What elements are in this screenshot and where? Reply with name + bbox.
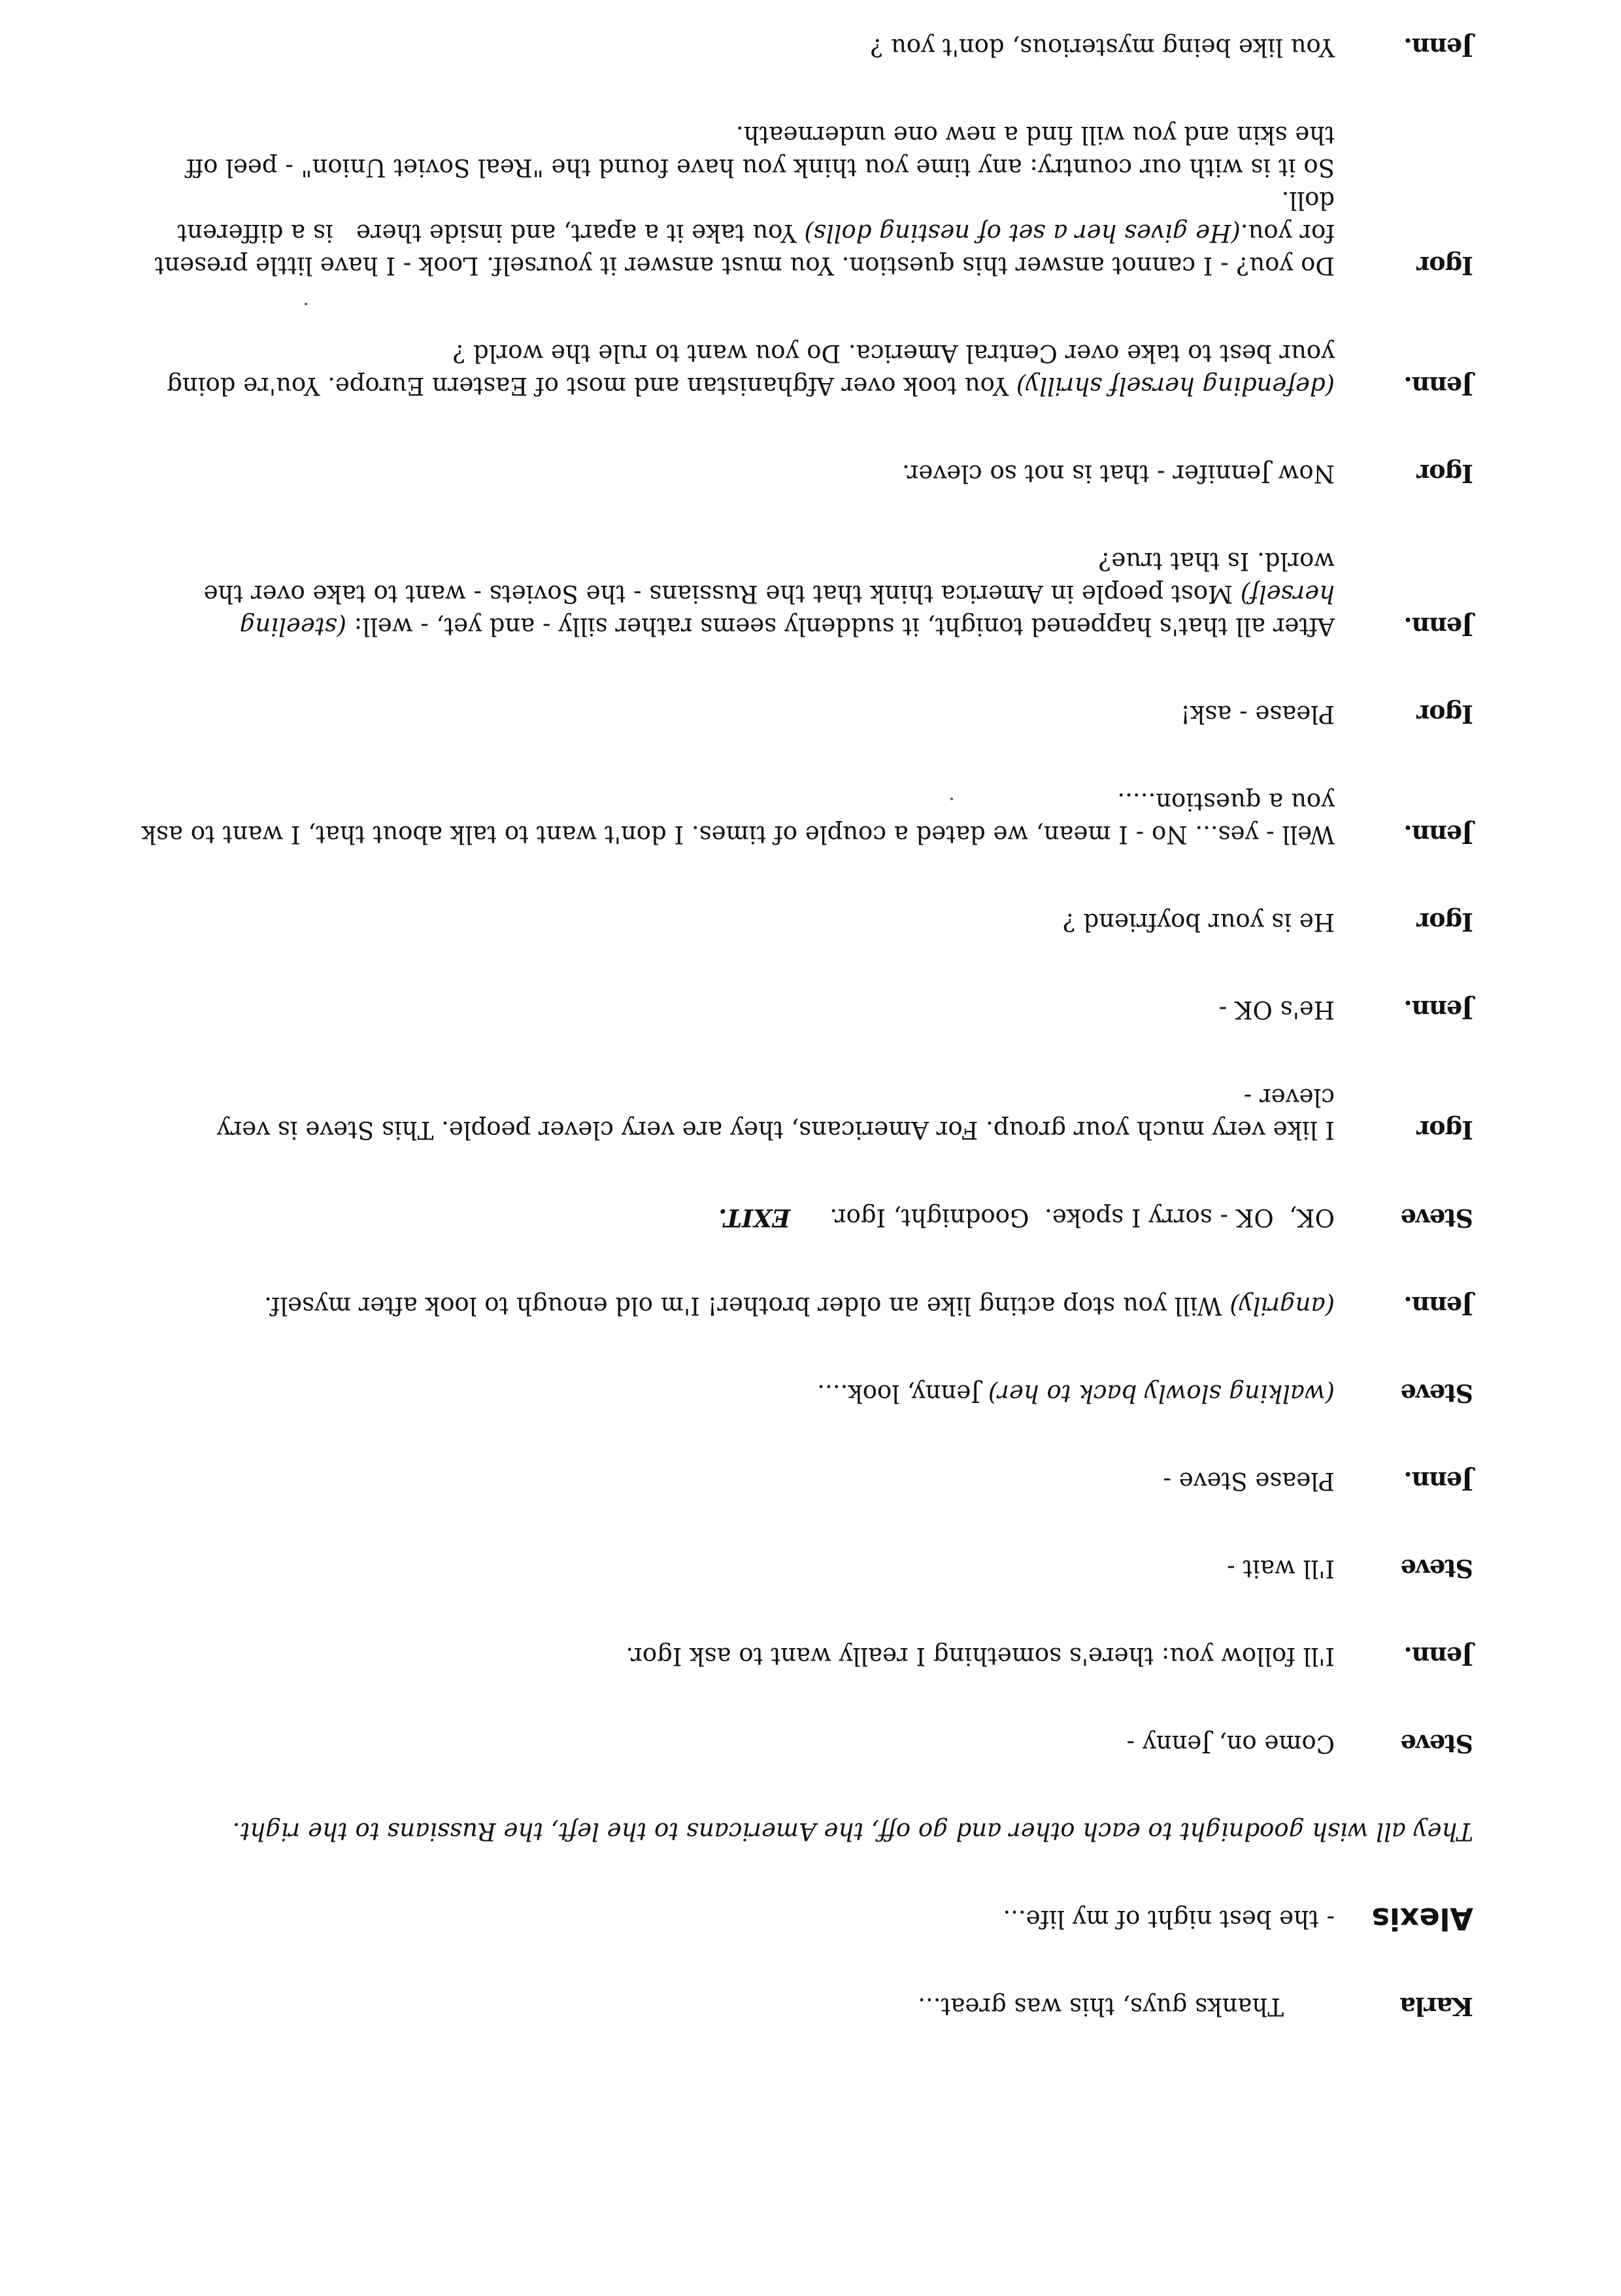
speaker-name: Jenn. [1404, 820, 1473, 849]
speaker-name: Alexis [1371, 1901, 1473, 1936]
dialogue-entry [140, 1377, 1473, 1410]
dialogue-line: Please - ask! [1180, 700, 1335, 728]
stage-direction: (defending herself shrilly) [1016, 372, 1335, 400]
dialogue-line: I'll wait - [1227, 1555, 1335, 1583]
dialogue-entry [140, 337, 1473, 402]
speaker-name: Igor [1417, 251, 1473, 280]
stage-direction: They all wish goodnight to each other and go off, the Americans to the left, the Russians to the right. [232, 1817, 1473, 1846]
dialogue-line: Please Steve - [1163, 1467, 1335, 1495]
dialogue-entry [140, 1201, 1473, 1234]
speaker-name: Igor [1417, 1115, 1473, 1145]
dialogue-entry [140, 1289, 1473, 1322]
dialogue-line: (defending herself shrilly) You took over Afghanistan and most of Eastern Europe. You're doing your best to take over Central America. Do you want to rule the world ? [159, 339, 1335, 400]
dialogue-entry [140, 1990, 1473, 2023]
stage-direction: (walking slowly back to her) [988, 1379, 1335, 1408]
speaker-name: Jenn. [1404, 1642, 1473, 1671]
scan-speck [950, 798, 953, 800]
speaker-name: Steve [1401, 1379, 1473, 1408]
speaker-name: Jenn. [1404, 371, 1473, 401]
dialogue-line: (angrily) Will you stop acting like an older brother! I'm old enough to look after myself. [264, 1292, 1335, 1320]
speaker-name: Karla [1400, 1992, 1473, 2021]
dialogue-line: I like very much your group. For Americans, they are very clever people. This Steve is very clever - [209, 1083, 1335, 1144]
dialogue-entry [140, 1902, 1473, 1935]
dialogue-entry [140, 1552, 1473, 1585]
dialogue-entry [140, 698, 1473, 730]
dialogue-entry [140, 457, 1473, 490]
stage-direction: (He gives her a set of nesting dolls) [804, 219, 1241, 247]
dialogue-line: He's OK - [1218, 996, 1335, 1024]
dialogue-entry [140, 31, 1473, 63]
dialogue-line: You like being mysterious, don't you ? [870, 33, 1335, 61]
dialogue-line: - the best night of my life... [1003, 1905, 1335, 1933]
dialogue-line: I'll follow you: there's something I really want to ask Igor. [626, 1642, 1335, 1670]
speaker-name: Igor [1417, 459, 1473, 488]
dialogue-entry [140, 1727, 1473, 1760]
dialogue-entry [140, 905, 1473, 938]
dialogue-line: Do you? - I cannot answer this question. You must answer it yourself. Look - I have little present for you.(He gives her a set of nesting dolls) You take it a apart, and inside there is a different doll. So it is with our country: any time you think you have found the "Real Soviet Union" - peel off the skin and you will find a new one underneath. [146, 121, 1335, 280]
dialogue-entry [133, 785, 1473, 851]
speaker-name: Igor [1417, 700, 1473, 729]
speaker-name: Jenn. [1404, 612, 1473, 641]
speaker-name: Steve [1401, 1729, 1473, 1759]
dialogue-line: Now Jennifer - that is not so clever. [902, 460, 1335, 488]
dialogue-line: Well - yes... No - I mean, we dated a couple of times. I don't want to talk about that, I want to ask you a question..... [133, 788, 1335, 849]
dialogue-entry [140, 118, 1473, 282]
stage-direction: (steeling herself) [231, 580, 1335, 641]
dialogue-line: After all that's happened tonight, it suddenly seems rather silly - and yet, - well: (steeling herself) Most people in America think that the Russians - the Soviets - want to take over the world. Is that true? [195, 547, 1335, 641]
stage-direction: (angrily) [1229, 1292, 1335, 1320]
speaker-name: Jenn. [1404, 1291, 1473, 1321]
dialogue-line: (walking slowly back to her) Jenny, look.... [817, 1379, 1335, 1408]
script-text [133, 0, 1473, 2023]
speaker-name: Jenn. [1404, 33, 1473, 62]
dialogue-line: Thanks guys, this was great... [918, 1993, 1284, 2021]
speaker-name: Steve [1401, 1554, 1473, 1583]
dialogue-line: OK, OK - sorry I spoke. Goodnight, Igor.EXIT. [718, 1204, 1335, 1232]
dialogue-entry [140, 545, 1473, 643]
speaker-name: Igor [1417, 907, 1473, 937]
dialogue-entry [140, 1081, 1473, 1146]
dialogue-line: Come on, Jenny - [1126, 1730, 1335, 1758]
speaker-name: Jenn. [1404, 995, 1473, 1024]
exit-cue: EXIT. [718, 1204, 791, 1232]
dialogue-entry [140, 1464, 1473, 1497]
speaker-name: Jenn. [1404, 1466, 1473, 1496]
speaker-name: Steve [1401, 1204, 1473, 1233]
scan-speck [305, 303, 307, 305]
dialogue-entry [140, 1640, 1473, 1672]
dialogue-entry [140, 993, 1473, 1026]
dialogue-line: He is your boyfriend ? [1062, 908, 1335, 936]
